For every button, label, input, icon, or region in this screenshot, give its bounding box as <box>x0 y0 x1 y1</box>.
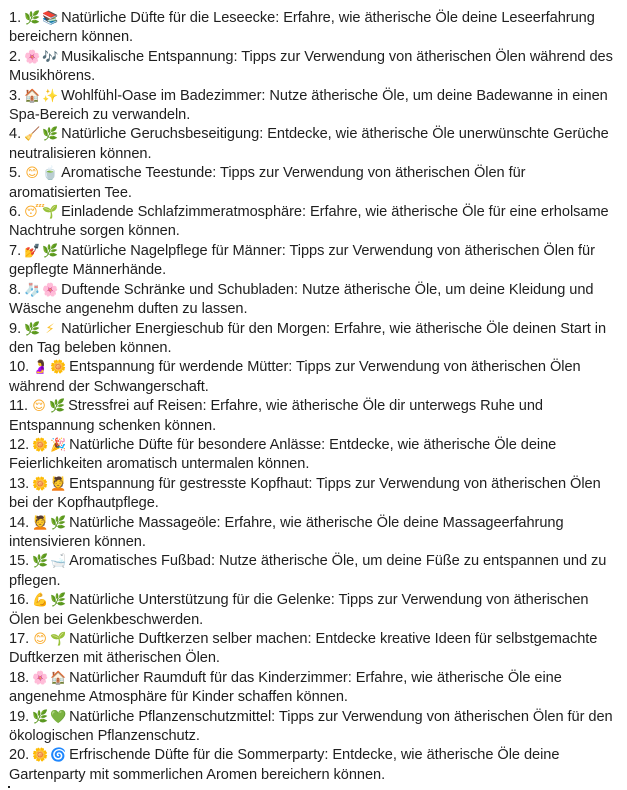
sleeping-face-icon: 😴 <box>24 205 45 221</box>
item-text: Aromatisches Fußbad: Nutze ätherische Öle, um deine Füße zu entspannen und zu pflegen. <box>9 553 607 589</box>
item-number: 15. <box>9 553 30 570</box>
list-item <box>9 630 615 669</box>
person-icon: 💆 <box>50 476 67 492</box>
item-text: Wohlfühl-Oase im Badezimmer: Nutze ätherische Öle, um deine Badewanne in einen Spa-Bereich zu verwandeln. <box>9 87 608 124</box>
broom-icon: 🧹 <box>24 127 41 143</box>
list-item <box>9 514 615 553</box>
item-number: 5. <box>9 165 22 182</box>
herb-icon: 🌿 <box>42 127 59 143</box>
sunflower-icon: 🌼 <box>50 360 67 376</box>
smiling-face-icon: 😊 <box>33 632 47 647</box>
bathtub-icon: 🛁 <box>50 554 67 570</box>
list-item <box>9 87 615 126</box>
herb-icon: 🌿 <box>49 399 66 415</box>
idea-list <box>9 9 615 785</box>
blossom-icon: 🌸 <box>42 282 59 298</box>
text-cursor <box>8 786 10 788</box>
herb-icon: 🌿 <box>42 243 59 259</box>
fan-icon: 🌀 <box>50 748 67 764</box>
list-item <box>9 164 615 203</box>
blossom-icon: 🌸 <box>32 670 49 686</box>
item-number: 14. <box>9 514 30 531</box>
list-item <box>9 242 615 281</box>
item-text: Natürliche Geruchsbeseitigung: Entdecke, wie ätherische Öle unerwünschte Gerüche neutralisieren können. <box>9 126 609 162</box>
herb-icon: 🌿 <box>24 321 41 337</box>
list-item <box>9 591 615 630</box>
item-number: 6. <box>9 204 22 221</box>
item-text: Natürlicher Energieschub für den Morgen: Erfahre, wie ätherische Öle deinen Start in den Tag beleben können. <box>9 320 607 356</box>
item-number: 20. <box>9 747 30 764</box>
seedling-icon: 🌱 <box>50 632 67 647</box>
list-item <box>9 552 615 591</box>
item-text: Entspannung für gestresste Kopfhaut: Tipps zur Verwendung von ätherischen Ölen bei der Kopfhautpflege. <box>9 475 601 512</box>
item-number: 4. <box>9 126 22 143</box>
music-notes-icon: 🎶 <box>42 49 59 65</box>
item-number: 10. <box>9 359 30 376</box>
item-text: Natürliche Massageöle: Erfahre, wie ätherische Öle deine Massageerfahrung intensivieren können. <box>9 514 564 550</box>
item-text: Erfrischende Düfte für die Sommerparty: Entdecke, wie ätherische Öle deine Gartenparty mit sommerlichen Aromen bereichern können. <box>9 747 560 783</box>
herb-icon: 🌿 <box>32 709 49 725</box>
item-text: Aromatische Teestunde: Tipps zur Verwendung von ätherischen Ölen für aromatisierten Tee. <box>9 165 526 201</box>
herb-icon: 🌿 <box>50 593 67 609</box>
item-text: Natürliche Duftkerzen selber machen: Entdecke kreative Ideen für selbstgemachte Duftkerzen mit ätherischen Ölen. <box>9 631 598 667</box>
list-item <box>9 397 615 436</box>
item-number: 9. <box>9 320 22 337</box>
list-item <box>9 708 615 747</box>
flexed-biceps-icon: 💪 <box>32 593 49 609</box>
sock-icon: 🧦 <box>24 282 41 298</box>
list-item <box>9 48 615 87</box>
list-item <box>9 320 615 359</box>
item-number: 17. <box>9 631 30 647</box>
sparkles-icon: ✨ <box>42 88 59 104</box>
flower-icon: 🌼 <box>32 748 49 764</box>
nail-polish-icon: 💅 <box>24 243 41 259</box>
house-icon: 🏠 <box>24 88 41 104</box>
item-text: Natürliche Pflanzenschutzmittel: Tipps zur Verwendung von ätherischen Ölen für den ökologischen Pflanzenschutz. <box>9 708 613 745</box>
pregnant-woman-icon: 🤰 <box>32 360 49 376</box>
item-number: 13. <box>9 475 30 492</box>
item-text: Musikalische Entspannung: Tipps zur Verwendung von ätherischen Ölen während des Musikhörens. <box>9 48 613 85</box>
tea-cup-icon: 🍵 <box>42 166 59 182</box>
smiling-face-icon: 😊 <box>25 166 39 182</box>
list-item <box>9 203 615 242</box>
item-text: Einladende Schlafzimmeratmosphäre: Erfahre, wie ätherische Öle für eine erholsame Nachtruhe sorgen können. <box>9 204 609 240</box>
list-item <box>9 669 615 708</box>
item-number: 1. <box>9 10 22 26</box>
item-number: 3. <box>9 87 22 104</box>
massage-icon: 💆 <box>32 515 49 531</box>
item-text: Natürliche Nagelpflege für Männer: Tipps zur Verwendung von ätherischen Ölen für gepflegte Männerhände. <box>9 242 595 279</box>
herb-icon: 🌿 <box>24 11 41 26</box>
list-item <box>9 125 615 164</box>
seedling-icon: 🌱 <box>42 205 59 221</box>
item-text: Natürliche Düfte für besondere Anlässe: Entdecke, wie ätherische Öle deine Feierlichkeiten aromatisch untermalen können. <box>9 436 557 473</box>
item-text: Stressfrei auf Reisen: Erfahre, wie ätherische Öle dir unterwegs Ruhe und Entspannung schenken können. <box>9 398 544 434</box>
herb-icon: 🌿 <box>32 554 49 570</box>
item-text: Duftende Schränke und Schubladen: Nutze ätherische Öle, um deine Kleidung und Wäsche angenehm duften zu lassen. <box>9 281 594 318</box>
item-number: 8. <box>9 281 22 298</box>
house-icon: 🏠 <box>50 670 67 686</box>
item-text: Natürliche Düfte für die Leseecke: Erfahre, wie ätherische Öle deine Leseerfahrung bereichern können. <box>9 10 595 46</box>
item-number: 12. <box>9 436 30 453</box>
item-number: 2. <box>9 48 22 65</box>
item-number: 19. <box>9 708 30 725</box>
item-number: 18. <box>9 669 30 686</box>
item-number: 11. <box>9 398 29 415</box>
item-number: 7. <box>9 242 22 259</box>
sunflower-icon: 🌼 <box>32 476 49 492</box>
flower-icon: 🌼 <box>32 437 49 453</box>
list-item <box>9 358 615 397</box>
item-text: Entspannung für werdende Mütter: Tipps zur Verwendung von ätherischen Ölen während der Schwangerschaft. <box>9 359 581 395</box>
green-heart-icon: 💚 <box>50 709 67 725</box>
party-popper-icon: 🎉 <box>50 437 67 453</box>
list-item <box>9 281 615 320</box>
list-item <box>9 436 615 475</box>
item-text: Natürlicher Raumduft für das Kinderzimmer: Erfahre, wie ätherische Öle eine angenehme Atmosphäre für Kinder schaffen können. <box>9 669 562 706</box>
herb-icon: 🌿 <box>50 515 67 531</box>
blossom-icon: 🌸 <box>24 49 41 65</box>
list-item <box>9 746 615 785</box>
lightning-icon: ⚡ <box>45 321 55 337</box>
item-number: 16. <box>9 592 30 609</box>
books-icon: 📚 <box>42 11 59 26</box>
relieved-face-icon: 😌 <box>32 399 46 415</box>
list-item <box>9 9 615 48</box>
list-item <box>9 475 615 514</box>
item-text: Natürliche Unterstützung für die Gelenke: Tipps zur Verwendung von ätherischen Ölen bei Gelenkbeschwerden. <box>9 592 589 628</box>
